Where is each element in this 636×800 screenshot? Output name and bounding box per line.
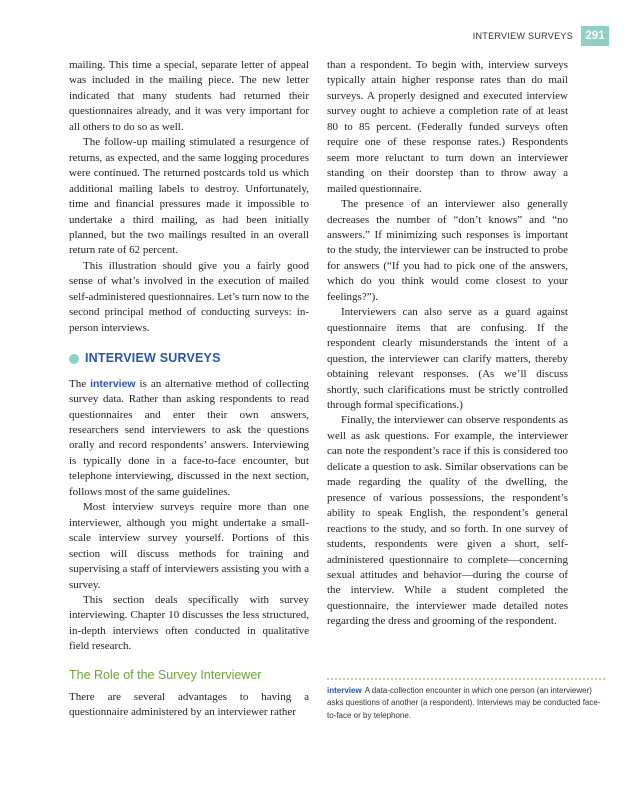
paragraph: The follow-up mailing stimulated a resurgence of returns, as expected, and the same logging procedures were continued. The returned postcards told us which additional mailing labels to destroy. Unfortunately, time and financial pressures made it impossible to undertake a third mailing, as had been initially planned, but the two mailings resulted in an overall return rate of 62 percent. xyxy=(69,136,309,257)
running-header xyxy=(473,26,609,46)
keyword-interview: interview xyxy=(90,377,136,390)
glossary-entry xyxy=(327,685,605,722)
paragraph: than a respondent. To begin with, interview surveys typically attain higher response rates than do mail surveys. A properly designed and executed interview survey ought to achieve a completion rate of at least 80 to 85 percent. (Federally funded surveys often require one of these response rates.) Respondents seem more reluctant to turn down an interviewer standing on their doorstep than to throw away a mailed questionnaire. xyxy=(327,59,568,195)
text-run: The xyxy=(69,377,91,390)
paragraph: Finally, the interviewer can observe respondents as well as ask questions. For example, the interviewer can note the respondent’s race if this is considered too delicate a question to ask. Similar observations can be made regarding the quality of the dwelling, the presence of various possessions, the respondent’s ability to speak English, the respondent’s general reactions to the study, and so forth. In one survey of students, respondents were given a short, self-administered questionnaire to complete—concerning sexual attitudes and behavior—during the course of the interview. While a student completed the questionnaire, the interviewer made detailed notes regarding the dress and grooming of the respondent. xyxy=(327,414,568,628)
paragraph: The presence of an interviewer also generally decreases the number of “don’t knows” and “no answers.” If minimizing such responses is important to the study, the interviewer can be instructed to probe for answers (“If you had to pick one of the answers, which do you think would come closest to your feelings?”). xyxy=(327,198,568,303)
paragraph: There are several advantages to having a questionnaire administered by an interviewer rather xyxy=(69,691,309,719)
right-column xyxy=(327,58,568,630)
paragraph: Most interview surveys require more than one interviewer, although you might undertake a small-scale interview survey yourself. Portions of this section will discuss methods for training and supervising a staff of interviewers assisting you with a survey. xyxy=(69,501,309,591)
paragraph: Interviewers can also serve as a guard against questionnaire items that are confusing. If the respondent clearly misunderstands the intent of a question, the interviewer can clarify matters, thereby obtaining relevant responses. (As we’ll discuss shortly, such clarifications must be strictly controlled through formal specifications.) xyxy=(327,306,568,411)
paragraph: This illustration should give you a fairly good sense of what’s involved in the execution of mailed self-administered questionnaires. Let’s turn now to the second principal method of conducting surveys: in-person interviews. xyxy=(69,259,309,334)
left-column xyxy=(69,58,309,655)
left-column-bottom xyxy=(69,690,309,721)
page-number: 291 xyxy=(581,26,609,46)
paragraph xyxy=(69,377,309,501)
bullet-circle-icon xyxy=(69,354,79,364)
glossary-term: interview xyxy=(327,686,362,695)
paragraph: This section deals specifically with survey interviewing. Chapter 10 discusses the less structured, in-depth interviews often conducted in qualitative field research. xyxy=(69,593,309,653)
paragraph: mailing. This time a special, separate letter of appeal was included in the mailing piece. The new letter indicated that many students had returned their questionnaires already, and it was very important for all others to do so as well. xyxy=(69,59,309,133)
glossary-divider xyxy=(327,678,605,680)
running-header-title: INTERVIEW SURVEYS xyxy=(472,31,573,41)
glossary-definition: A data-collection encounter in which one person (an interviewer) asks questions of another (a respondent). Interviews may be conducted face-to-face or by telephone. xyxy=(327,686,601,720)
text-run: is an alternative method of collecting survey data. Rather than asking respondents to read questionnaires and enter their own answers, researchers send interviewers to ask the questions orally and record respondents’ answers. Interviewing is typically done in a face-to-face encounter, but telephone interviewing, discussed in the next section, follows most of the same guidelines. xyxy=(69,377,309,498)
subheading: The Role of the Survey Interviewer xyxy=(69,668,262,682)
section-heading-text: INTERVIEW SURVEYS xyxy=(85,351,221,366)
section-heading xyxy=(69,351,309,366)
